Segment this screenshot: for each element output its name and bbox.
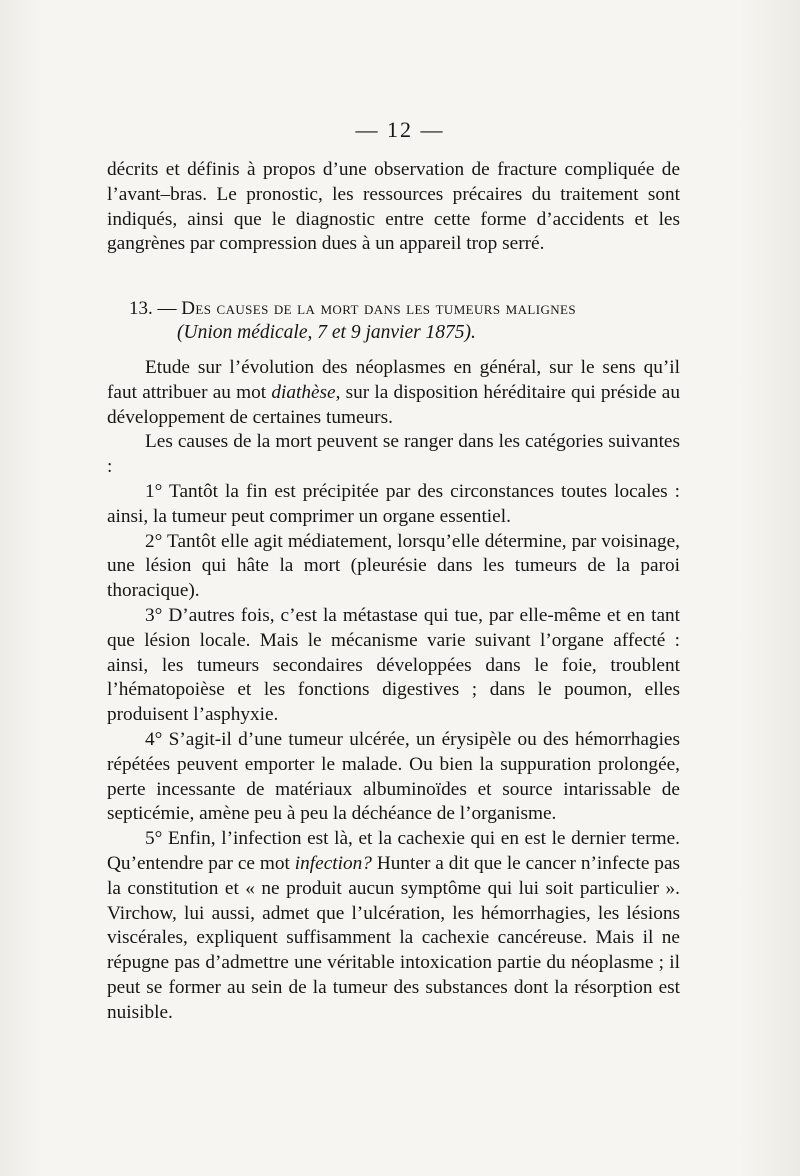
section-source: (Union médicale, 7 et 9 janvier 1875). bbox=[177, 322, 476, 343]
section-body bbox=[107, 356, 680, 1026]
paragraph-2: Les causes de la mort peuvent se ranger dans les catégories suivantes : bbox=[107, 431, 680, 478]
paragraph-7-text-a: 5° Enfin, l’infection est là, et la cachexie qui en est le dernier terme. Qu’entendre par ce mot bbox=[107, 828, 680, 874]
section-title: Des causes de la mort dans les tumeurs malignes bbox=[181, 298, 577, 319]
paragraph-1 bbox=[107, 356, 680, 430]
paragraph-7-text-b: Hunter a dit que le cancer n’infecte pas la constitution et « ne produit aucun symptôme qui lui soit particulier ». Virchow, lui aussi, admet que l’ulcération, les hémorrhagies, les lésions viscérales, expliquent suffisamment la cachexie cancéreuse. Mais il ne répugne pas d’admettre une véritable intoxication partie du néoplasme ; il peut se former au sein de la tumeur des substances dont la résorption est nuisible. bbox=[107, 852, 681, 1023]
paragraph-4: 2° Tantôt elle agit médiatement, lorsqu’elle détermine, par voisinage, une lésion qui hâte la mort (pleurésie dans les tumeurs de la paroi thoracique). bbox=[107, 530, 680, 602]
paragraph-5: 3° D’autres fois, c’est la métastase qui tue, par elle-même et en tant que lésion locale. Mais le mécanisme varie suivant l’organe affecté : ainsi, les tumeurs secondaires développées dans le foie, troublent l’hématopoièse et les fonctions digestives ; dans le poumon, elles produisent l’asphyxie. bbox=[107, 604, 680, 726]
page-number: — 12 — bbox=[355, 117, 445, 142]
continuation-paragraph: décrits et définis à propos d’une observation de fracture compliquée de l’avant–bras. Le pronostic, les ressources précaires du traitement sont indiqués, ainsi que le diagnostic entre cette forme d’accidents et les gangrènes par compression dues à un appareil trop serré. bbox=[107, 159, 680, 255]
paragraph-1-emphasis: diathèse bbox=[271, 381, 336, 403]
section-heading bbox=[107, 297, 680, 321]
continuation-block bbox=[107, 158, 680, 257]
paragraph-7 bbox=[107, 827, 680, 1025]
paragraph-6: 4° S’agit-il d’une tumeur ulcérée, un érysipèle ou des hémorrhagies répétées peuvent emporter le malade. Ou bien la suppuration prolongée, perte incessante de matériaux albuminoïdes et source intarissable de septicémie, amène peu à peu la déchéance de l’organisme. bbox=[107, 728, 680, 825]
section-number: 13. bbox=[129, 298, 153, 319]
paragraph-1-text-b: , sur la disposition héréditaire qui préside au développement de certaines tumeurs. bbox=[107, 381, 680, 428]
section-dash: — bbox=[152, 298, 182, 319]
paragraph-7-emphasis: infection? bbox=[294, 852, 372, 874]
paragraph-1-text-a: Etude sur l’évolution des néoplasmes en général, sur le sens qu’il faut attribuer au mot bbox=[107, 357, 680, 403]
paragraph-3: 1° Tantôt la fin est précipitée par des circonstances toutes locales : ainsi, la tumeur peut comprimer un organe essentiel. bbox=[107, 480, 680, 527]
section-heading-block bbox=[107, 297, 680, 345]
